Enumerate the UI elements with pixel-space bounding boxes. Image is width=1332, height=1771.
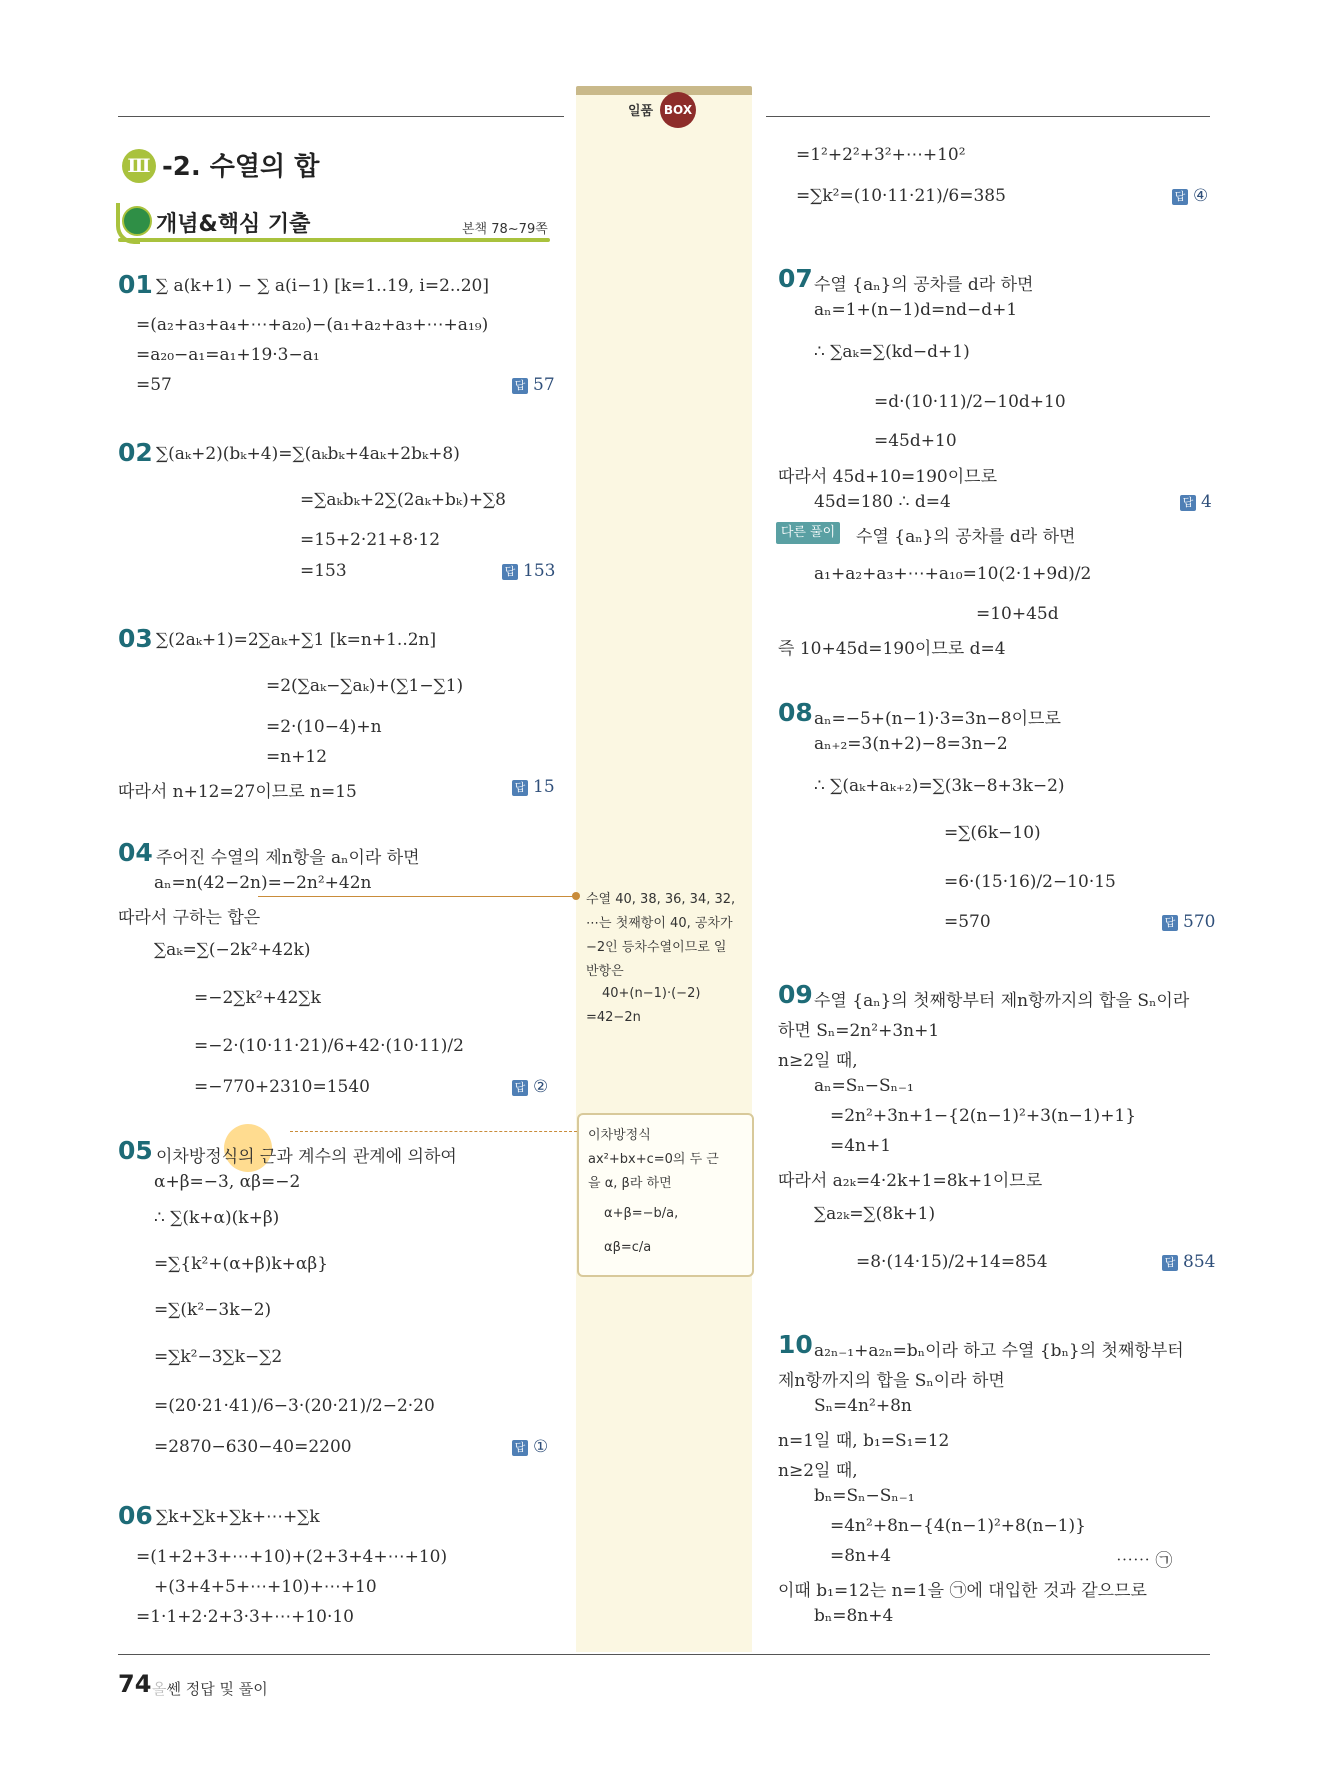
answer-icon: 답 — [512, 780, 528, 796]
solution-line: =8·(14·15)/2+14=854 — [856, 1252, 1048, 1272]
solution-line: 제n항까지의 합을 Sₙ이라 하면 — [778, 1371, 1005, 1391]
footer-rule — [118, 1654, 1210, 1655]
solution-line: aₙ=Sₙ−Sₙ₋₁ — [814, 1076, 914, 1096]
answer-icon: 답 — [512, 1080, 528, 1096]
answer-icon: 답 — [512, 378, 528, 394]
section-icon — [122, 206, 152, 236]
side-note-band-cap — [576, 86, 752, 95]
solution-line: 즉 10+45d=190이므로 d=4 — [778, 639, 1006, 659]
section-title: 개념&핵심 기출 — [156, 212, 311, 237]
side-note-line: ⋯는 첫째항이 40, 공차가 — [586, 916, 733, 931]
header-rule-right — [766, 116, 1210, 117]
solution-line: aₙ=1+(n−1)d=nd−d+1 — [814, 300, 1018, 320]
answer-badge: 답 153 — [502, 561, 555, 581]
section-underline — [118, 238, 550, 242]
solution-line: a₁+a₂+a₃+⋯+a₁₀=10(2·1+9d)/2 — [814, 564, 1092, 584]
solution-line: 수열 {aₙ}의 공차를 d라 하면 — [856, 527, 1076, 547]
solution-line: =45d+10 — [874, 431, 957, 451]
problem-number: 03 — [118, 624, 153, 653]
solution-line: 따라서 구하는 합은 — [118, 908, 261, 928]
problem-number: 01 — [118, 270, 153, 299]
solution-line: =6·(15·16)/2−10·15 — [944, 872, 1116, 892]
solution-line: 따라서 45d+10=190이므로 — [778, 467, 998, 487]
solution-line: bₙ=Sₙ−Sₙ₋₁ — [814, 1486, 915, 1506]
solution-line: 따라서 a₂ₖ=4·2k+1=8k+1이므로 — [778, 1171, 1043, 1191]
answer-icon: 답 — [1172, 189, 1188, 205]
problem-number: 07 — [778, 264, 813, 293]
side-note-line: =42−2n — [586, 1010, 641, 1025]
answer-icon: 답 — [512, 1440, 528, 1456]
problem-number: 05 — [118, 1136, 153, 1165]
solution-line: n≥2일 때, — [778, 1051, 858, 1071]
solution-line: =∑aₖbₖ+2∑(2aₖ+bₖ)+∑8 — [300, 490, 506, 510]
answer-icon: 답 — [1162, 1255, 1178, 1271]
box-label: 일품 — [628, 104, 654, 119]
solution-line: =570 — [944, 912, 991, 932]
answer-badge: 답 854 — [1162, 1252, 1215, 1272]
note-connector-dashed — [290, 1131, 577, 1132]
solution-line: =4n+1 — [830, 1136, 892, 1156]
solution-line: n=1일 때, b₁=S₁=12 — [778, 1431, 950, 1451]
chapter-title: -2. 수열의 합 — [162, 152, 320, 182]
solution-line: =15+2·21+8·12 — [300, 530, 441, 550]
solution-line: =a₂₀−a₁=a₁+19·3−a₁ — [136, 345, 320, 365]
solution-line: =2(∑aₖ−∑aₖ)+(∑1−∑1) — [266, 676, 464, 696]
answer-badge: 답 ④ — [1172, 186, 1208, 206]
solution-line: =153 — [300, 561, 347, 581]
solution-line: n≥2일 때, — [778, 1461, 858, 1481]
solution-line: α+β=−3, αβ=−2 — [154, 1172, 301, 1192]
section-page-ref: 본책 78~79쪽 — [462, 222, 548, 237]
solution-line: ∴ ∑(k+α)(k+β) — [154, 1208, 280, 1228]
answer-icon: 답 — [1180, 495, 1196, 511]
solution-line: 이때 b₁=12는 n=1을 ㉠에 대입한 것과 같으므로 — [778, 1581, 1147, 1601]
answer-badge: 답 570 — [1162, 912, 1215, 932]
footer-brand: 올쎈 정답 및 풀이 — [152, 1680, 268, 1698]
solution-line: =d·(10·11)/2−10d+10 — [874, 392, 1066, 412]
side-note-line: 수열 40, 38, 36, 34, 32, — [586, 892, 736, 907]
solution-line: =2870−630−40=2200 — [154, 1437, 352, 1457]
solution-line: ⋯⋯ ㉠ — [1116, 1551, 1173, 1571]
solution-line: aₙ₊₂=3(n+2)−8=3n−2 — [814, 734, 1008, 754]
problem-number: 02 — [118, 438, 153, 467]
solution-line: =2·(10−4)+n — [266, 717, 382, 737]
solution-line: =−770+2310=1540 — [194, 1077, 370, 1097]
solution-line: =(a₂+a₃+a₄+⋯+a₂₀)−(a₁+a₂+a₃+⋯+a₁₉) — [136, 315, 489, 335]
solution-line: ∑a₂ₖ=∑(8k+1) — [814, 1204, 936, 1224]
problem-number: 06 — [118, 1501, 153, 1530]
solution-line: 따라서 n+12=27이므로 n=15 — [118, 782, 357, 802]
box-badge: BOX — [660, 92, 696, 128]
chapter-roman-badge: Ⅲ — [122, 149, 156, 183]
solution-line: Sₙ=4n²+8n — [814, 1396, 912, 1416]
solution-line: 하면 Sₙ=2n²+3n+1 — [778, 1021, 940, 1041]
header-rule-left — [118, 116, 564, 117]
answer-badge: 답 ② — [512, 1077, 548, 1097]
solution-line: ∑(aₖ+2)(bₖ+4)=∑(aₖbₖ+4aₖ+2bₖ+8) — [156, 444, 460, 464]
solution-line: =(20·21·41)/6−3·(20·21)/2−2·20 — [154, 1396, 435, 1416]
solution-line: =∑(k²−3k−2) — [154, 1300, 272, 1320]
solution-line: 수열 {aₙ}의 공차를 d라 하면 — [814, 275, 1034, 295]
solution-line: =−2·(10·11·21)/6+42·(10·11)/2 — [194, 1036, 464, 1056]
solution-line: aₙ=−5+(n−1)·3=3n−8이므로 — [814, 709, 1061, 729]
problem-number: 10 — [778, 1330, 813, 1359]
side-note-line: αβ=c/a — [604, 1240, 652, 1255]
solution-line: =8n+4 — [830, 1546, 892, 1566]
solution-line: ∴ ∑aₖ=∑(kd−d+1) — [814, 342, 970, 362]
solution-line: ∑aₖ=∑(−2k²+42k) — [154, 940, 311, 960]
solution-line: =57 — [136, 375, 172, 395]
solution-line: 이차방정식의 근과 계수의 관계에 의하여 — [156, 1147, 457, 1167]
side-note-line: 을 α, β라 하면 — [588, 1176, 672, 1191]
side-note-line: −2인 등차수열이므로 일 — [586, 940, 727, 955]
solution-line: =10+45d — [976, 604, 1059, 624]
side-note-band — [576, 92, 752, 1652]
note-connector-line — [258, 896, 576, 897]
side-note-line: ax²+bx+c=0의 두 근 — [588, 1152, 719, 1167]
problem-number: 04 — [118, 838, 153, 867]
answer-badge: 답 15 — [512, 777, 555, 797]
solution-line: 주어진 수열의 제n항을 aₙ이라 하면 — [156, 848, 420, 868]
solution-line: ∑ a(k+1) − ∑ a(i−1) [k=1..19, i=2..20] — [156, 276, 490, 296]
solution-line: ∑k+∑k+∑k+⋯+∑k — [156, 1507, 320, 1527]
solution-line: =∑{k²+(α+β)k+αβ} — [154, 1254, 329, 1274]
note-connector-dot — [572, 892, 580, 900]
solution-line: =2n²+3n+1−{2(n−1)²+3(n−1)+1} — [830, 1106, 1137, 1126]
problem-number: 09 — [778, 980, 813, 1009]
solution-line: =∑k²=(10·11·21)/6=385 — [796, 186, 1006, 206]
solution-line: =4n²+8n−{4(n−1)²+8(n−1)} — [830, 1516, 1086, 1536]
solution-line: bₙ=8n+4 — [814, 1606, 894, 1626]
side-note-box-title: 이차방정식 — [588, 1128, 651, 1143]
page-number: 74 — [118, 1670, 152, 1698]
problem-number: 08 — [778, 698, 813, 727]
solution-line: =n+12 — [266, 747, 328, 767]
side-note-line: 반항은 — [586, 964, 624, 979]
solution-line: =1·1+2·2+3·3+⋯+10·10 — [136, 1607, 354, 1627]
solution-line: 수열 {aₙ}의 첫째항부터 제n항까지의 합을 Sₙ이라 — [814, 991, 1190, 1011]
solution-line: 45d=180 ∴ d=4 — [814, 492, 951, 512]
solution-line: =−2∑k²+42∑k — [194, 988, 321, 1008]
answer-icon: 답 — [502, 564, 518, 580]
solution-line: a₂ₙ₋₁+a₂ₙ=bₙ이라 하고 수열 {bₙ}의 첫째항부터 — [814, 1341, 1184, 1361]
alt-solution-tag: 다른 풀이 — [776, 522, 840, 544]
solution-line: =∑k²−3∑k−∑2 — [154, 1347, 283, 1367]
side-note-line: 40+(n−1)·(−2) — [602, 986, 701, 1001]
solution-line: =∑(6k−10) — [944, 823, 1041, 843]
answer-badge: 답 4 — [1180, 492, 1212, 512]
answer-badge: 답 ① — [512, 1437, 548, 1457]
answer-badge: 답 57 — [512, 375, 555, 395]
side-note-line: α+β=−b/a, — [604, 1206, 679, 1221]
solution-line: =(1+2+3+⋯+10)+(2+3+4+⋯+10) — [136, 1547, 448, 1567]
solution-line: aₙ=n(42−2n)=−2n²+42n — [154, 873, 372, 893]
solution-line: =1²+2²+3²+⋯+10² — [796, 145, 966, 165]
solution-line: ∑(2aₖ+1)=2∑aₖ+∑1 [k=n+1..2n] — [156, 630, 437, 650]
answer-icon: 답 — [1162, 915, 1178, 931]
solution-line: ∴ ∑(aₖ+aₖ₊₂)=∑(3k−8+3k−2) — [814, 776, 1065, 796]
solution-line: +(3+4+5+⋯+10)+⋯+10 — [154, 1577, 377, 1597]
